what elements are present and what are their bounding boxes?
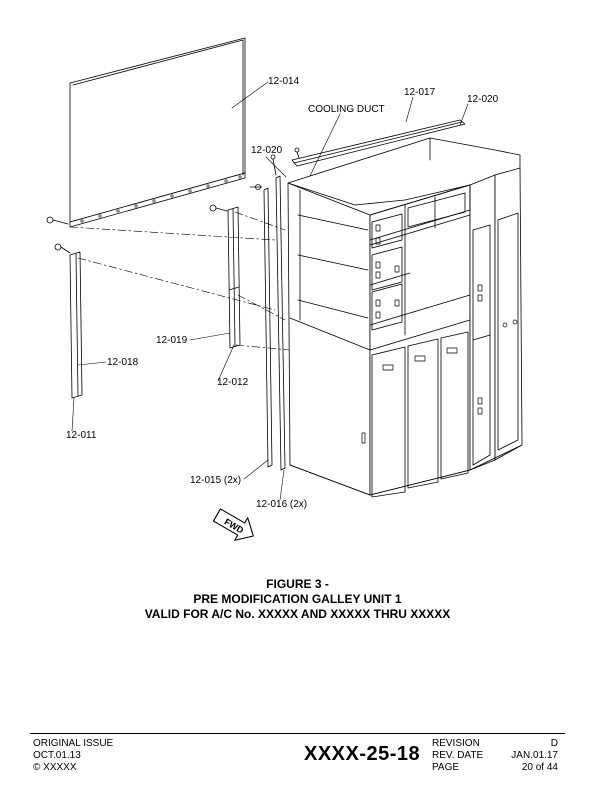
alignment-lines	[70, 212, 290, 350]
revision-value: D	[550, 738, 558, 749]
rev-date-label: REV. DATE	[432, 750, 484, 761]
fwd-arrow-icon	[210, 504, 259, 548]
post-12-011	[55, 244, 82, 398]
callout-12-020-left: 12-020	[251, 145, 283, 156]
page-label: PAGE	[432, 762, 460, 773]
figure-title: PRE MODIFICATION GALLEY UNIT 1	[193, 592, 402, 606]
figure-applicability: VALID FOR A/C No. XXXXX AND XXXXX THRU XXXXX	[144, 607, 451, 621]
page-value: 20 of 44	[521, 762, 558, 773]
galley-body	[288, 138, 522, 497]
revision-label: REVISION	[432, 738, 480, 749]
callout-cooling-duct: COOLING DUCT	[308, 104, 385, 115]
figure-number: FIGURE 3 -	[266, 577, 329, 591]
callout-12-015: 12-015 (2x)	[190, 475, 242, 486]
callout-12-011: 12-011	[66, 430, 97, 441]
document-number: XXXX-25-18	[304, 743, 421, 765]
callout-12-020-right: 12-020	[467, 94, 499, 105]
callout-12-016: 12-016 (2x)	[256, 499, 308, 510]
footer-rule	[30, 733, 565, 734]
callout-12-012: 12-012	[217, 377, 249, 388]
original-issue-label: ORIGINAL ISSUE	[33, 738, 114, 749]
fwd-label: FWD	[222, 516, 246, 536]
post-12-012	[210, 205, 240, 348]
callout-12-018: 12-018	[107, 357, 139, 368]
rev-date-value: JAN.01.17	[511, 750, 558, 761]
callout-12-017: 12-017	[404, 87, 436, 98]
panel-12-014	[47, 38, 245, 227]
rails-12-015-12-016	[250, 155, 285, 470]
copyright: © XXXXX	[33, 762, 77, 773]
callout-12-019: 12-019	[156, 335, 188, 346]
original-issue-date: OCT.01.13	[33, 750, 81, 761]
callout-12-014: 12-014	[268, 76, 300, 87]
